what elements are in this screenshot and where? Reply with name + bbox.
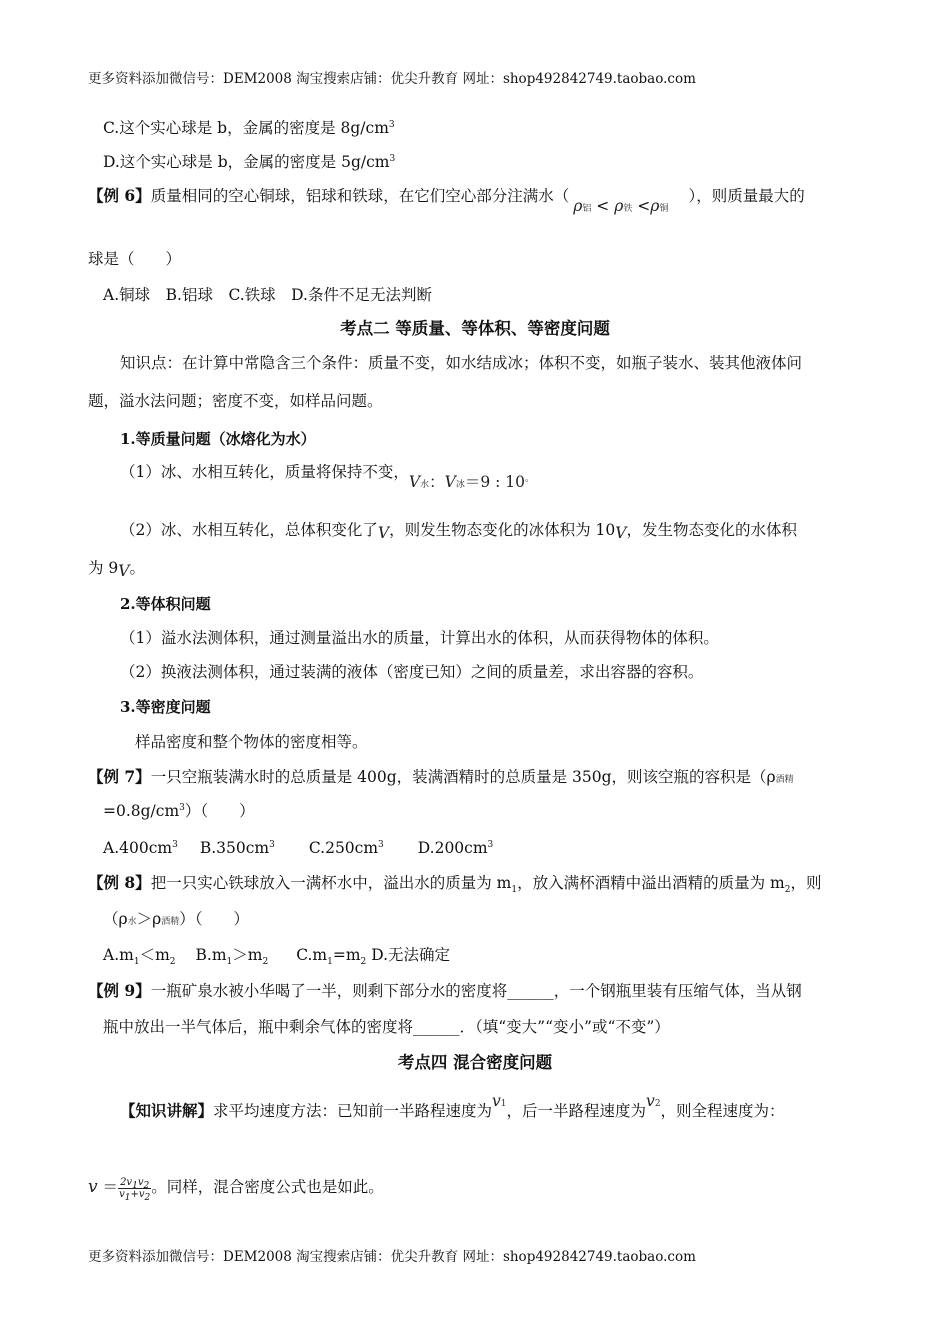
example-7-cont: $=0.8g/cm^3$）（ ） bbox=[103, 802, 255, 820]
average-speed-formula: v ＝ $\frac{2v_1v_2}{v_1+v_2}$ 。同样，混合密度公式也是如此。 bbox=[88, 1176, 384, 1203]
page-footer: 更多资料添加微信号：DEM2008 淘宝搜索店铺：优尖升教育 网址：shop492842749.taobao.com bbox=[88, 1249, 696, 1265]
subsection-2-p2: （2）换液法测体积，通过装满的液体（密度已知）之间的质量差，求出容器的容积。 bbox=[120, 663, 704, 681]
section-2-title: 考点二 等质量、等体积、等密度问题 bbox=[340, 319, 610, 338]
formula-fraction: $\frac{2v_1v_2}{v_1+v_2}$ bbox=[119, 1176, 151, 1203]
subsection-2-p1: （1）溢水法测体积，通过测量溢出水的质量，计算出水的体积，从而获得物体的体积。 bbox=[120, 629, 719, 647]
section-4-title: 考点四 混合密度问题 bbox=[397, 1053, 553, 1072]
example-8-cont: （ρ水＞ρ酒精）（ ） bbox=[103, 910, 250, 928]
example-7: 【例 7】一只空瓶装满水时的总质量是 400g，装满酒精时的总质量是 350g，则该空瓶的容积是（ρ酒精 bbox=[88, 767, 794, 786]
volume-ratio: V水：V冰＝9 : 10。 bbox=[408, 473, 535, 491]
subsection-3-title: 3.等密度问题 bbox=[120, 698, 211, 716]
example-8: 【例 8】把一只实心铁球放入一满杯水中，溢出水的质量为 $m_1$，放入满杯酒精中溢出酒精的质量为 $m_2$，则 bbox=[88, 873, 822, 896]
subsection-2-title: 2.等体积问题 bbox=[120, 595, 211, 613]
subsection-1-p1: （1）冰、水相互转化，质量将保持不变，V水：V冰＝9 : 10。 bbox=[120, 463, 535, 491]
section-4-knowledge: 【知识讲解】求平均速度方法：已知前一半路程速度为v1，后一半路程速度为v2，则全程速度为： bbox=[120, 1092, 785, 1120]
option-c: C.这个实心球是 b，金属的密度是 $8g/cm^3$ bbox=[103, 119, 395, 137]
subsection-1-p2: （2）冰、水相互转化，总体积变化了V，则发生物态变化的冰体积为 10V，发生物态变化的水体积 bbox=[120, 521, 797, 542]
subsection-3-p1: 样品密度和整个物体的密度相等。 bbox=[135, 733, 368, 751]
v2-symbol: v2 bbox=[646, 1092, 661, 1110]
example-6-options: A.铜球 B.铝球 C.铁球 D.条件不足无法判断 bbox=[103, 286, 432, 304]
section-2-intro-1: 知识点：在计算中常隐含三个条件：质量不变，如水结成冰；体积不变，如瓶子装水、装其他液体问 bbox=[120, 354, 803, 372]
example-8-options: $A.m_1<m_2$ $B.m_1>m_2$ $C.m_1=m_2$ D.无法确定 bbox=[103, 946, 451, 968]
subsection-1-title: 1.等质量问题（冰熔化为水） bbox=[120, 430, 316, 448]
page-header: 更多资料添加微信号：DEM2008 淘宝搜索店铺：优尖升教育 网址：shop492842749.taobao.com bbox=[88, 71, 696, 87]
example-6-cont: 球是（ ） bbox=[88, 250, 182, 268]
example-9-cont: 瓶中放出一半气体后，瓶中剩余气体的密度将______．（填“变大”“变小”或“不变”） bbox=[103, 1018, 670, 1036]
subsection-1-p2-cont: 为 9V。 bbox=[88, 559, 146, 580]
option-d: D.这个实心球是 b，金属的密度是 $5g/cm^3$ bbox=[103, 153, 396, 171]
v1-symbol: v1 bbox=[492, 1092, 507, 1110]
example-7-options: $A.400cm^3$ $B.350cm^3$ $C.250cm^3$ $D.200cm^3$ bbox=[103, 839, 494, 857]
example-9: 【例 9】一瓶矿泉水被小华喝了一半，则剩下部分水的密度将______，一个钢瓶里装有压缩气体，当从钢 bbox=[88, 981, 802, 1000]
section-2-intro-2: 题，溢水法问题；密度不变，如样品问题。 bbox=[88, 392, 383, 410]
example-6: 【例 6】质量相同的空心铜球，铝球和铁球，在它们空心部分注满水（ρ铝 < ρ铁 <ρ铜），则质量最大的 bbox=[88, 186, 805, 215]
density-inequality: ρ铝 < ρ铁 <ρ铜 bbox=[573, 197, 669, 215]
